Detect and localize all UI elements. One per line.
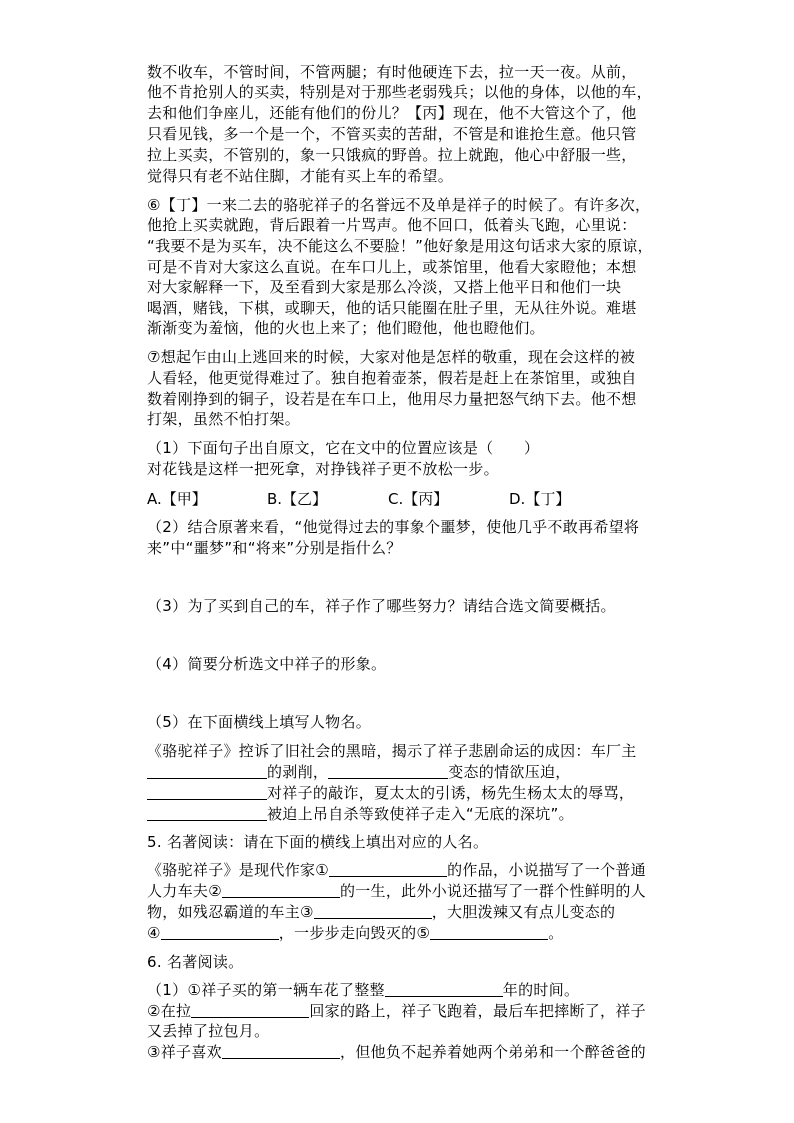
- passage-line: 拉上买卖，不管别的，象一只饿疯的野兽。拉上就跑，他心中舒服一些，: [147, 146, 637, 164]
- passage-line: ⑦想起乍由山上逃回来的时候，大家对他是怎样的敬重，现在会这样的被: [147, 348, 636, 366]
- section-5-line: 物，如残忍霸道的车主③ ，大胆泼辣又有点儿变态的: [147, 903, 616, 921]
- option-c: C.【丙】: [388, 490, 449, 508]
- answer-blank[interactable]: [191, 1002, 309, 1018]
- passage-line: 喝酒，赌钱，下棋，或聊天，他的话只能圈在肚子里，无从往外说。难堪: [147, 299, 637, 317]
- answer-blank[interactable]: [161, 924, 279, 940]
- passage-line: 打架，虽然不怕打架。: [147, 410, 301, 428]
- section-5-line: ④ ，一步步走向毁灭的⑤ 。: [147, 924, 564, 942]
- question-5-line: 《骆驼祥子》控诉了旧社会的黑暗，揭示了祥子悲剧命运的成因：车厂主: [147, 742, 637, 760]
- passage-line: 只看见钱，多一个是一个，不管买卖的苦甜，不管是和谁抢生意。他只管: [147, 125, 637, 143]
- option-d: D.【丁】: [509, 490, 571, 508]
- section-6-line: ②在拉 回家的路上，祥子飞跑着，最后车把摔断了，祥子: [147, 1002, 646, 1020]
- section-5-line: 人力车夫② 的一生，此外小说还描写了一群个性鲜明的人: [147, 882, 646, 900]
- answer-blank[interactable]: [147, 784, 267, 800]
- passage-line: 对大家解释一下，及至看到大家是那么冷淡，又搭上他平日和他们一块: [147, 278, 622, 296]
- answer-blank[interactable]: [385, 981, 503, 997]
- answer-blank[interactable]: [222, 882, 340, 898]
- option-b: B.【乙】: [267, 490, 328, 508]
- question-1-sentence: 对花钱是这样一把死拿，对挣钱祥子更不放松一步。: [147, 460, 499, 478]
- passage-line: 数不收车，不管时间，不管两腿；有时他硬连下去，拉一天一夜。从前，: [147, 63, 637, 81]
- section-6-line: （1）①祥子买的第一辆车花了整整 年的时间。: [147, 981, 580, 999]
- question-3: （3）为了买到自己的车，祥子作了哪些努力？请结合选文简要概括。: [147, 597, 616, 615]
- question-5-stem: （5）在下面横线上填写人物名。: [147, 713, 372, 731]
- passage-line: 可是不肯对大家这么直说。在车口儿上，或茶馆里，他看大家瞪他；本想: [147, 258, 637, 276]
- answer-blank[interactable]: [147, 763, 267, 779]
- answer-blank[interactable]: [147, 805, 267, 821]
- section-6-title: 6. 名著阅读。: [147, 953, 244, 971]
- passage-line: 渐渐变为羞恼，他的火也上来了；他们瞪他，他也瞪他们。: [147, 319, 545, 337]
- passage-line: “我要不是为买车，决不能这么不要脸！”他好象是用这句话求大家的原谅，: [147, 237, 653, 255]
- section-6-line: ③祥子喜欢 ，但他负不起养着她两个弟弟和一个醉爸爸的: [147, 1043, 646, 1061]
- passage-line: ⑥【丁】一来二去的骆驼祥子的名誉远不及单是祥子的时候了。有许多次，: [147, 196, 651, 214]
- passage-line: 他抢上买卖就跑，背后跟着一片骂声。他不回口，低着头飞跑，心里说：: [147, 216, 637, 234]
- question-2-line: 来”中“噩梦”和“将来”分别是指什么？: [147, 539, 402, 557]
- question-5-line: 对祥子的敲诈，夏太太的引诱，杨先生杨太太的辱骂，: [147, 783, 634, 803]
- section-5-line: 《骆驼祥子》是现代作家① 的作品，小说描写了一个普通: [147, 861, 646, 879]
- passage-line: 觉得只有老不站住脚，才能有买上车的希望。: [147, 167, 454, 185]
- answer-blank[interactable]: [314, 903, 432, 919]
- answer-blank[interactable]: [328, 763, 448, 779]
- section-6-line: 又丢掉了拉包月。: [147, 1022, 270, 1040]
- answer-blank[interactable]: [222, 1043, 340, 1059]
- section-5-title: 5. 名著阅读：请在下面的横线上填出对应的人名。: [147, 833, 489, 851]
- question-5-line: 的剥削， 变态的情欲压迫，: [147, 762, 571, 782]
- question-1-stem: （1）下面句子出自原文，它在文中的位置应该是（ ）: [147, 439, 540, 457]
- question-4: （4）简要分析选文中祥子的形象。: [147, 655, 387, 673]
- answer-blank[interactable]: [430, 924, 548, 940]
- passage-line: 数着刚挣到的铜子，设若是在车口上，他用尽力量把怒气纳下去。他不想: [147, 390, 637, 408]
- passage-line: 去和他们争座儿，还能有他们的份儿？【丙】现在，他不大管这个了，他: [147, 104, 637, 122]
- passage-line: 人看轻，他更觉得难过了。独自抱着壶茶，假若是赶上在茶馆里，或独自: [147, 369, 637, 387]
- question-5-line: 被迫上吊自杀等致使祥子走入“无底的深坑”。: [147, 804, 574, 824]
- passage-line: 他不肯抢别人的买卖，特别是对于那些老弱残兵；以他的身体，以他的车，: [147, 83, 652, 101]
- question-2-line: （2）结合原著来看，“他觉得过去的事象个噩梦，使他几乎不敢再希望将: [147, 518, 640, 536]
- answer-blank[interactable]: [329, 861, 447, 877]
- option-a: A.【甲】: [147, 490, 207, 508]
